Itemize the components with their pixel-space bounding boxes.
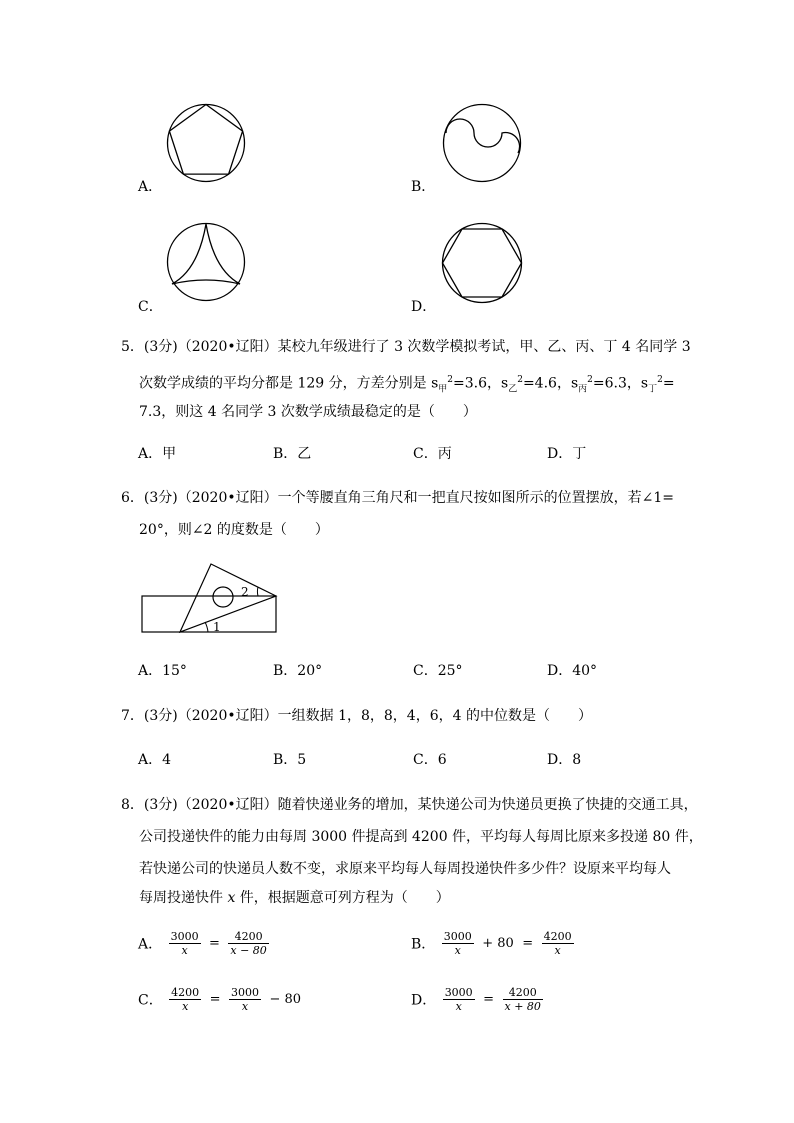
q5-line-2 xyxy=(139,371,675,398)
q8-option-c-frac-right: $\frac{3000}{x}$ xyxy=(230,986,259,1013)
q5-option-d[interactable]: D．丁 xyxy=(547,446,587,462)
q5-sub-ding: 丁 xyxy=(648,384,658,395)
q5-sub-jia: 甲 xyxy=(438,384,448,395)
q5-val-ding: = xyxy=(662,375,675,392)
q8-option-b[interactable] xyxy=(411,930,576,957)
q8-option-c-label: C． xyxy=(138,992,163,1009)
q8-option-d[interactable] xyxy=(411,986,545,1013)
q8-option-a-frac-left: $\frac{3000}{x}$ xyxy=(170,930,199,957)
q4-option-c-label: C． xyxy=(138,299,163,315)
q6-ruler xyxy=(142,596,276,632)
q6-line-1: 6．(3分)（2020•辽阳）一个等腰直角三角尺和一把直尺按如图所示的位置摆放，若∠1= xyxy=(121,490,674,506)
q6-figure-ruler-triangle xyxy=(141,560,281,640)
q8-option-d-label: D． xyxy=(411,992,437,1009)
q8-line-4-text-a: 每周投递快件 xyxy=(139,890,228,906)
q6-angle-1-label: 1 xyxy=(213,620,221,634)
q4-option-b-label: B． xyxy=(411,179,436,195)
q4-option-a-label: A． xyxy=(138,179,163,195)
q6-angle-1-arc xyxy=(205,622,208,632)
q5-line-2-text: 次数学成绩的平均分都是 129 分，方差分别是 s xyxy=(139,375,439,392)
q8-option-b-eq: = xyxy=(522,936,534,951)
q5-sup: 2 xyxy=(447,375,454,385)
q6-option-c[interactable]: C．25° xyxy=(413,663,463,679)
q8-option-b-plus: + 80 xyxy=(482,936,514,951)
q6-set-square-hole xyxy=(213,587,233,607)
q8-option-a[interactable] xyxy=(138,930,271,957)
q8-option-b-frac-right: $\frac{4200}{x}$ xyxy=(543,930,572,957)
q5-sup: 2 xyxy=(517,375,523,385)
q5-val-yi: =4.6，s xyxy=(522,375,579,392)
q8-option-c-eq: = xyxy=(209,992,221,1007)
q6-angle-2-arc xyxy=(257,587,258,596)
q8-option-c[interactable] xyxy=(138,986,303,1013)
q8-option-a-eq: = xyxy=(209,936,220,951)
q6-set-square xyxy=(180,564,276,632)
q8-option-b-label: B． xyxy=(411,936,436,953)
q8-line-1: 8．(3分)（2020•辽阳）随着快递业务的增加，某快递公司为快递员更换了快捷的交通工具， xyxy=(121,797,698,813)
q6-option-a[interactable]: A．15° xyxy=(138,663,187,679)
q6-angle-2-label: 2 xyxy=(241,585,249,599)
q8-option-d-eq: = xyxy=(483,992,495,1007)
q8-option-d-frac-right: $\frac{4200}{x + 80}$ xyxy=(504,986,541,1013)
q8-line-4-text-b: 件，根据题意可列方程为（ ） xyxy=(235,890,450,906)
q4-option-d-label: D． xyxy=(411,299,437,315)
q6-option-b[interactable]: B．20° xyxy=(273,663,323,679)
q4-figure-a-circle-pentagon xyxy=(166,103,246,183)
q5-sup: 2 xyxy=(657,375,663,385)
q5-option-b[interactable]: B．乙 xyxy=(273,446,312,462)
q8-option-b-frac-left: $\frac{3000}{x}$ xyxy=(443,930,472,957)
q8-option-c-frac-left: $\frac{4200}{x}$ xyxy=(171,986,200,1013)
q5-sup: 2 xyxy=(587,375,593,385)
q7-option-c[interactable]: C．6 xyxy=(413,752,447,768)
q4-figure-c-circle-reuleaux xyxy=(166,222,246,302)
q5-sub-yi: 乙 xyxy=(508,384,518,395)
q6-line-2: 20°，则∠2 的度数是（ ） xyxy=(139,522,329,538)
q5-option-c[interactable]: C．丙 xyxy=(413,446,452,462)
q5-val-jia: =3.6，s xyxy=(453,375,509,392)
q8-line-4 xyxy=(139,889,450,907)
q8-option-a-label: A． xyxy=(138,936,163,953)
q7-option-b[interactable]: B．5 xyxy=(273,752,307,768)
q5-val-bing: =6.3，s xyxy=(592,375,649,392)
q5-line-1: 5．(3分)（2020•辽阳）某校九年级进行了 3 次数学模拟考试，甲、乙、丙、丁 4 名同学 3 xyxy=(121,339,691,355)
q4-figure-b-circle-yinyang xyxy=(442,103,522,183)
q5-line-3: 7.3，则这 4 名同学 3 次数学成绩最稳定的是（ ） xyxy=(139,404,477,420)
q4-figure-d-circle-hexagon xyxy=(441,222,523,304)
q6-option-d[interactable]: D．40° xyxy=(547,663,598,679)
q8-line-3: 若快递公司的快递员人数不变，求原来平均每人每周投递快件多少件？设原来平均每人 xyxy=(139,861,671,877)
q5-sub-bing: 丙 xyxy=(578,384,588,395)
q8-option-c-minus: − 80 xyxy=(269,992,302,1007)
q7-option-a[interactable]: A．4 xyxy=(138,752,172,768)
q8-line-4-x: x xyxy=(227,890,236,906)
q8-option-a-frac-right: $\frac{4200}{x - 80}$ xyxy=(230,930,267,957)
q8-option-d-frac-left: $\frac{3000}{x}$ xyxy=(444,986,473,1013)
q7-option-d[interactable]: D．8 xyxy=(547,752,582,768)
q7-line-1: 7．(3分)（2020•辽阳）一组数据 1，8，8，4，6，4 的中位数是（ ） xyxy=(121,708,592,724)
q5-option-a[interactable]: A．甲 xyxy=(138,446,177,462)
q8-line-2: 公司投递快件的能力由每周 3000 件提高到 4200 件，平均每人每周比原来多投递 80 件， xyxy=(139,829,703,845)
